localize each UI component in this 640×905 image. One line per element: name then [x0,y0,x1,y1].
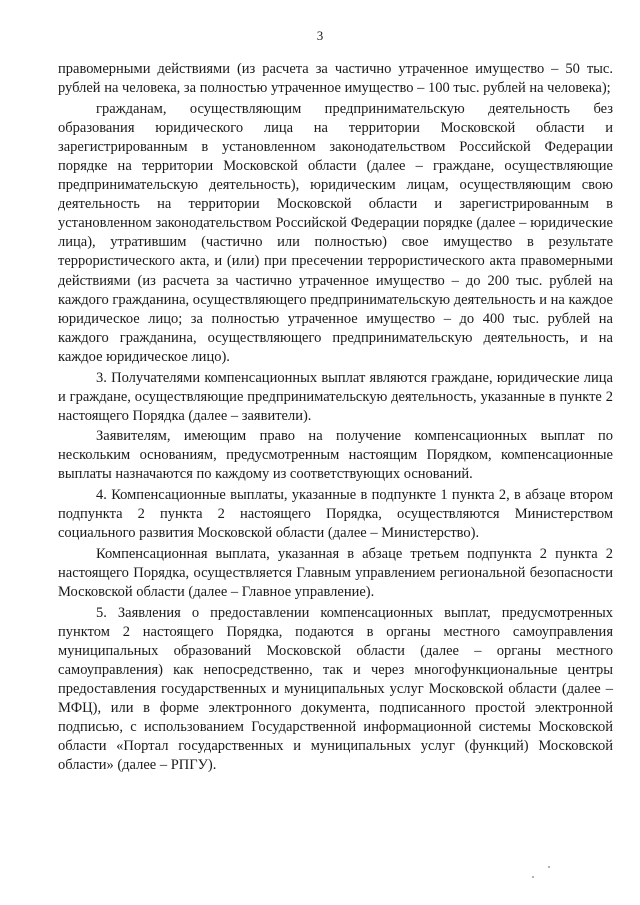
paragraph-entrepreneurs: гражданам, осуществляющим предпринимательскую деятельность без образования юридического лица на территории Московской области и зарегистрированным в установленном законодательством Российской Федерации порядке на территории Московской области (далее – граждане, осуществляющие предпринимательскую деятельность), юридическим лицам, осуществляющим свою деятельность на территории Московской области и зарегистрированным в установленном законодательством Российской Федерации порядке (далее – юридические лица), утратившим (частично или полностью) свое имущество в результате террористического акта, и (или) при пресечении террористического акта правомерными действиями (из расчета за частично утраченное имущество – до 200 тыс. рублей на каждого гражданина, осуществляющего предпринимательскую деятельность и на каждое юридическое лицо; за полностью утраченное имущество – до 400 тыс. рублей на каждого гражданина, осуществляющего предпринимательскую деятельность, и на каждое юридическое лицо). [58,100,613,365]
paragraph-main-directorate: Компенсационная выплата, указанная в абзаце третьем подпункта 2 пункта 2 настоящего Порядка, осуществляется Главным управлением региональной безопасности Московской области (далее – Главное управление). [58,545,613,601]
document-body [58,60,613,777]
scan-speck [548,866,550,868]
paragraph-item-4: 4. Компенсационные выплаты, указанные в подпункте 1 пункта 2, в абзаце втором подпункта 2 пункта 2 настоящего Порядка, осуществляются Министерством социального развития Московской области (далее – Министерство). [58,487,613,542]
paragraph-multiple-grounds: Заявителям, имеющим право на получение компенсационных выплат по нескольким основаниям, предусмотренным настоящим Порядком, компенсационные выплаты назначаются по каждому из соответствующих оснований. [58,428,613,483]
scan-speck [532,876,534,878]
paragraph-item-3: 3. Получателями компенсационных выплат являются граждане, юридические лица и граждане, осуществляющие предпринимательскую деятельность, указанные в пункте 2 настоящего Порядка (далее – заявители). [58,369,613,424]
paragraph-continuation: правомерными действиями (из расчета за частично утраченное имущество – 50 тыс. рублей на человека, за полностью утраченное имущество – 100 тыс. рублей на человека); [58,61,613,97]
paragraph-item-5: 5. Заявления о предоставлении компенсационных выплат, предусмотренных пунктом 2 настоящего Порядка, подаются в органы местного самоуправления муниципальных образований Московской области (далее – органы местного самоуправления) как непосредственно, так и через многофункциональные центры предоставления государственных и муниципальных услуг Московской области (далее – МФЦ), или в форме электронного документа, подписанного простой электронной подписью, с использованием Государственной информационной системы Московской области «Портал государственных и муниципальных услуг (функций) Московской области» (далее – РПГУ). [58,604,613,774]
page-number: 3 [316,28,324,43]
